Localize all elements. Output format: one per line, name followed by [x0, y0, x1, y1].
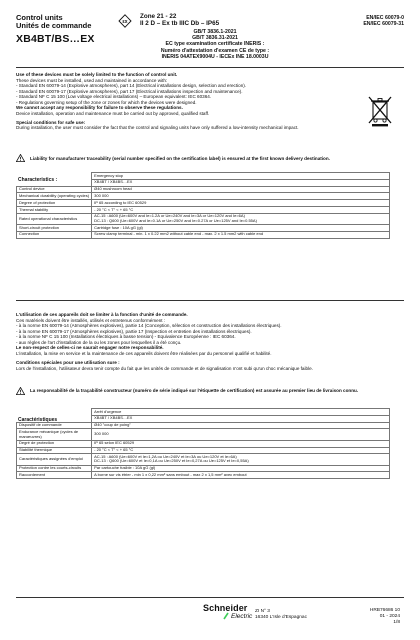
intro-line: - aux règles de l'art d'installation de la ou les zones pour lesquelles il a été conçu.	[16, 339, 182, 345]
table-row	[17, 173, 390, 180]
row-value: 300 000	[92, 193, 390, 200]
intro-line: L'utilisation de ces appareils doit se limiter à la fonction d'unité de commande.	[16, 312, 188, 317]
row-label	[17, 409, 92, 416]
intro-line: - Regulations governing setup of the zone or zones for which the devices were designed.	[16, 99, 197, 105]
row-label: Degré de protection	[17, 440, 92, 447]
row-value: 300 000	[92, 429, 390, 440]
fr-safe-use-title: Conditions spéciales pour une utilisation sure :	[16, 360, 120, 366]
table-row	[17, 179, 390, 186]
en-standard-2: EN/IEC 60079-31	[363, 21, 404, 28]
en-warning-text: Liability for manufacturer traceability (serial number specified on the certification label) is ensured at the first known delivery destination.	[30, 155, 330, 161]
en-safe-use-text: During installation, the user must consider the fact that the control and signaling units have only suffered a low-intensity mechanical impact.	[16, 125, 299, 131]
brand-sub: Electric	[231, 612, 253, 620]
row-label	[17, 173, 92, 180]
row-value-line: DC-13 : Q600 (Ue=600V and Ie=0.1A or Ue=250V and Ie=0.27A or Ue=125V and Ie=0.55A)	[94, 217, 257, 223]
gb-standard-1: GB/T 3836.1-2021	[193, 29, 237, 35]
en-intro	[16, 72, 356, 131]
intro-line: L'installation, la mise en service et la maintenance de ces appareils doivent être réalisées par du personnel qualifié et habilité.	[16, 350, 272, 356]
brand-name: Schneider	[203, 603, 248, 613]
row-value: A borne sur vis étrier - min 1 x 0,22 mm² sans embout - max 2 x 1,5 mm² avec embout	[92, 472, 390, 479]
intro-line: Device installation, operation and maintenance must be carried out by approved, qualified staff.	[16, 110, 210, 116]
intro-line: Ces matériels doivent être installés, utilisés et entretenus conformément :	[16, 317, 166, 323]
row-value: XB4BT / XB4BS…EX	[92, 415, 390, 422]
table-row	[17, 231, 390, 238]
row-value-line: AC-15 : A600 (Ue=600V and Ie=1.2A or Ue=240V and Ie=3A or Ue=120V and Ie=6A)	[94, 213, 245, 219]
model-number: XB4BT/BS…EX	[16, 33, 95, 45]
address-line-2: 16340 L'Isle d'Espagnac	[255, 614, 307, 620]
en-characteristics-table	[16, 172, 390, 239]
fr-warning	[16, 387, 404, 395]
page-number: 1/8	[393, 619, 400, 625]
atex-marking: II 2 D – Ex tb IIIC Db – IP65	[140, 20, 220, 27]
row-label: Stabilité thermique	[17, 447, 92, 454]
en-intro-lines	[16, 72, 356, 116]
row-value: - 20 °C < T° < + 65 °C	[92, 447, 390, 454]
title-en: Control units	[16, 13, 63, 22]
intro-line: Le non-respect de celles-ci ne saurait engager notre responsabilité.	[16, 345, 164, 351]
intro-line: - Standard EN 60079-17 (Explosive atmospheres), part 17 (Electrical installations inspection and maintenance).	[16, 88, 243, 94]
gb-standard-2: GB/T 3836.31-2021	[192, 35, 238, 42]
table-row	[17, 454, 390, 465]
row-value: IP 65 according to IEC 60529	[92, 200, 390, 207]
row-value-line: AC-15 : A600 (Ue=600V et Ie=1,2A ou Ue=240V et Ie=3A ou Ue=120V et Ie=6A)	[94, 453, 237, 459]
row-label: Connection	[17, 231, 92, 238]
en-safe-use-title: Special conditions for safe use:	[16, 119, 86, 125]
svg-text:εx: εx	[122, 18, 128, 25]
cert-number: INERIS 04ATEX9004U - IECEx INE 18.0003U	[161, 53, 269, 60]
cert-label-en: EC type examination certificate INERIS :	[165, 41, 265, 48]
schneider-logo	[203, 603, 252, 620]
row-label: Raccordement	[17, 472, 92, 479]
weee-bin-icon	[367, 95, 393, 127]
address-line-1: ZI N° 3	[255, 609, 270, 614]
row-value: XB4BT / XB4BS…EX	[92, 179, 390, 186]
table-row	[17, 440, 390, 447]
fr-warning-text: La responsabilité de la traçabilité constructeur (numéro de série indiqué sur l'étiquette de certification) est assurée au premier lieu de livraison connu.	[30, 387, 359, 393]
en-warning	[16, 154, 404, 162]
row-value: Arrêt d'urgence	[92, 409, 390, 416]
fr-characteristics-label: Caractéristiques	[18, 417, 58, 423]
fr-safe-use-text: Lors de l'installation, l'utilisateur devra tenir compte du fait que les unités de commande et de signalisation n'ont subi qu'un choc mécanique faible.	[16, 365, 313, 371]
intro-line: - Standard EN 60079-14 (Explosive atmospheres), part 14 (Electrical installations design, selection and erection).	[16, 83, 247, 89]
intro-line: - à la norme NF C 15 100 (Installations électriques à basse tension) - Equivalence Européenne : IEC 60364.	[16, 334, 236, 340]
title-fr: Unités de commande	[16, 21, 92, 30]
table-row	[17, 429, 390, 440]
intro-line: - à la norme EN 60079-17 (Atmosphères explosives), partie 17 (Inspection et entretien des installations électriques).	[16, 328, 252, 334]
intro-line: - Standard NF C 15 100 (Low voltage electrical installations) – European equivalent: IEC 60364.	[16, 94, 212, 100]
table-row	[17, 200, 390, 207]
row-label	[17, 179, 92, 186]
row-label: Thermal stability	[17, 206, 92, 213]
table-row	[17, 465, 390, 472]
doc-reference: HRB76686 10	[369, 608, 400, 613]
table-row	[17, 409, 390, 416]
brand-mark-icon	[223, 612, 229, 620]
row-label: Protection contre les courts-circuits	[17, 465, 92, 472]
row-value: IP 65 selon IEC 60529	[92, 440, 390, 447]
row-label: Dispositif de commande	[17, 422, 92, 429]
atex-zone: Zone 21 - 22	[140, 13, 177, 20]
intro-line: - à la norme EN 60079-14 (Atmosphères explosives), partie 14 (Conception, sélection et construction des installations électriques).	[16, 323, 282, 329]
en-characteristics-label: Characteristics :	[18, 177, 58, 183]
row-value: Emergency stop	[92, 173, 390, 180]
table-row	[17, 422, 390, 429]
row-label: Degree of protection	[17, 200, 92, 207]
header-divider	[16, 67, 404, 68]
row-label: Mechanical durability (operating cycles)	[17, 193, 92, 200]
doc-date: 01 - 2024	[379, 613, 400, 619]
table-row	[17, 472, 390, 479]
row-value	[92, 213, 390, 224]
warning-icon	[16, 154, 25, 162]
row-label: Short-circuit protection	[17, 225, 92, 232]
row-value: Par cartouche fusible : 10A gG (gl)	[92, 465, 390, 472]
table-row	[17, 415, 390, 422]
intro-line: Use of these devices must be solely limited to the function of control unit.	[16, 72, 178, 77]
row-value: Cartridge fuse : 10A gG (gl)	[92, 225, 390, 232]
row-label: Caractéristiques assignées d'emploi	[17, 454, 92, 465]
intro-line: These devices must be installed, used and maintained in accordance with:	[16, 77, 168, 83]
row-label: Control device	[17, 186, 92, 193]
cert-label-fr: Numéro d'attestation d'examen CE de type :	[160, 47, 270, 54]
intro-line: We cannot accept any responsibility for failure to observe these regulations.	[16, 105, 183, 111]
table-row	[17, 225, 390, 232]
footer-divider	[16, 597, 404, 598]
table-row	[17, 447, 390, 454]
row-label: Rated operational characteristics	[17, 213, 92, 224]
row-value: Ø40 "coup de poing"	[92, 422, 390, 429]
fr-intro-lines	[16, 312, 404, 356]
row-label	[17, 415, 92, 422]
table-row	[17, 186, 390, 193]
table-row	[17, 206, 390, 213]
fr-intro	[16, 312, 404, 371]
warning-icon	[16, 387, 25, 395]
row-value: Screw clamp terminal - min. 1 x 0.22 mm2 without cable end - max. 2 x 1.5 mm2 with cable end	[92, 231, 390, 238]
row-value: - 20 °C < T° < + 65 °C	[92, 206, 390, 213]
row-label: Endurance mécanique (cycles de manœuvres)	[17, 429, 92, 440]
row-value: Ø40 mushroom head	[92, 186, 390, 193]
row-value	[92, 454, 390, 465]
table-row	[17, 213, 390, 224]
table-row	[17, 193, 390, 200]
section-divider	[16, 300, 404, 301]
fr-characteristics-table	[16, 408, 390, 479]
row-value-line: DC-13 : Q600 (Ue=600V et Ie=0,1A ou Ue=250V et Ie=0,27A ou Ue=125V et Ie=0,55A)	[94, 458, 249, 464]
en-standard-1: EN/IEC 60079-0	[366, 15, 404, 21]
